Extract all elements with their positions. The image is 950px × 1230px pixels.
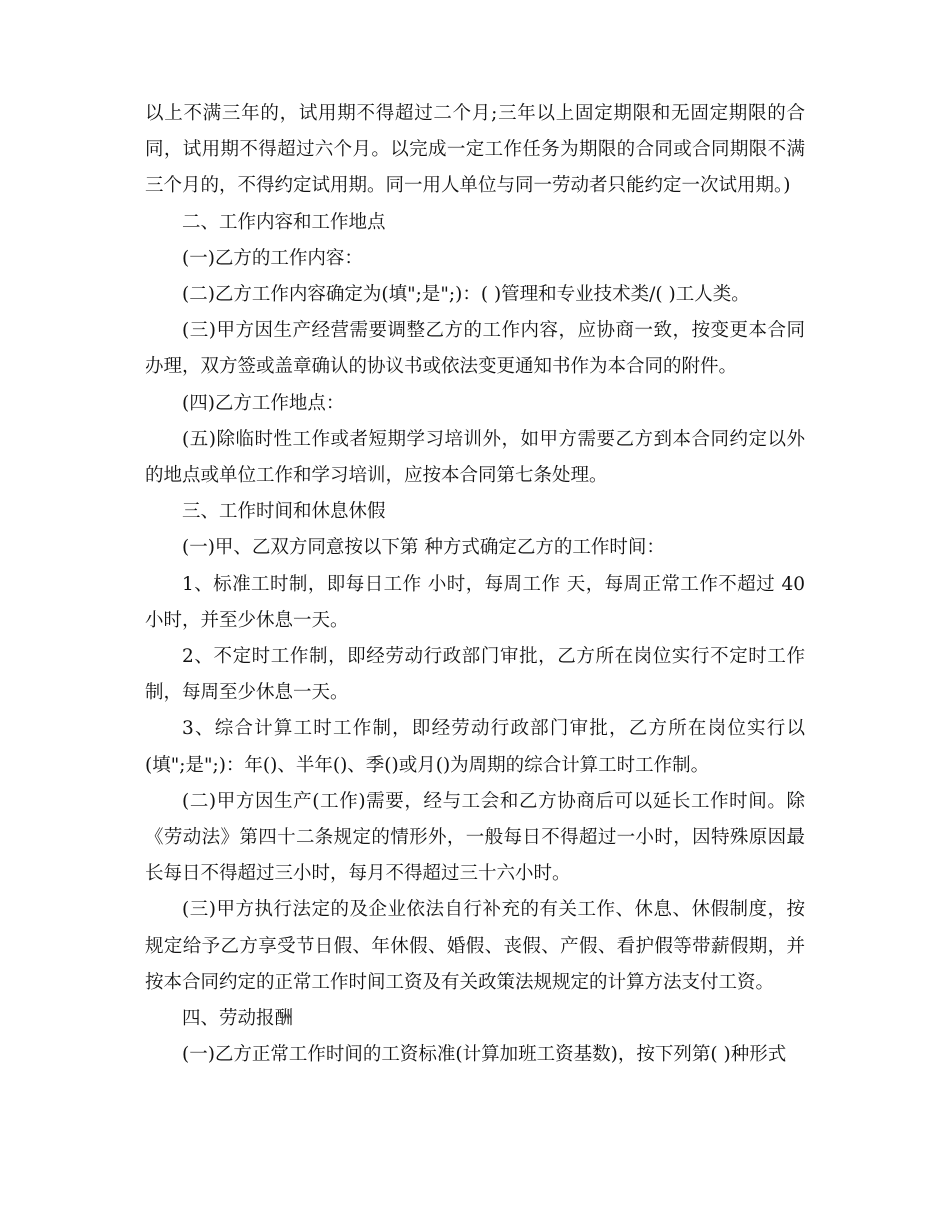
document-paragraph: (三)甲方执行法定的及企业依法自行补充的有关工作、休息、休假制度，按规定给予乙方享受节日假、年休假、婚假、丧假、产假、看护假等带薪假期，并按本合同约定的正常工作时间工资及有关政策法规规定的计算方法支付工资。 <box>145 899 805 993</box>
document-paragraph: 以上不满三年的，试用期不得超过二个月;三年以上固定期限和无固定期限的合同，试用期不得超过六个月。以完成一定工作任务为期限的合同或合同期限不满三个月的，不得约定试用期。同一用人单位与同一劳动者只能约定一次试用期。) <box>145 103 805 197</box>
document-paragraph: 2、不定时工作制，即经劳动行政部门审批，乙方所在岗位实行不定时工作制，每周至少休息一天。 <box>145 646 805 704</box>
document-paragraph: (四)乙方工作地点： <box>182 392 345 414</box>
document-paragraph: 四、劳动报酬 <box>182 1008 294 1030</box>
document-body <box>145 96 805 1073</box>
document-paragraph: 二、工作内容和工作地点 <box>182 211 386 233</box>
document-paragraph: (五)除临时性工作或者短期学习培训外，如甲方需要乙方到本合同约定以外的地点或单位工作和学习培训，应按本合同第七条处理。 <box>145 428 805 487</box>
document-paragraph: (一)乙方正常工作时间的工资标准(计算加班工资基数)，按下列第( )种形式 <box>182 1044 787 1066</box>
document-paragraph: (一)乙方的工作内容： <box>182 247 363 269</box>
document-paragraph: 3、综合计算工时工作制，即经劳动行政部门审批，乙方所在岗位实行以(填";是";)：年()、半年()、季()或月()为周期的综合计算工时工作制。 <box>145 718 805 776</box>
document-paragraph: 1、标准工时制，即每日工作 小时，每周工作 天，每周正常工作不超过 40 小时，并至少休息一天。 <box>145 573 805 631</box>
document-paragraph: (三)甲方因生产经营需要调整乙方的工作内容，应协商一致，按变更本合同办理，双方签或盖章确认的协议书或依法变更通知书作为本合同的附件。 <box>145 320 805 378</box>
document-paragraph: (二)甲方因生产(工作)需要，经与工会和乙方协商后可以延长工作时间。除《劳动法》第四十二条规定的情形外，一般每日不得超过一小时，因特殊原因最长每日不得超过三小时，每月不得超过三十六小时。 <box>145 790 805 885</box>
document-paragraph: (二)乙方工作内容确定为(填";是";)：( )管理和专业技术类/( )工人类。 <box>182 284 750 306</box>
document-paragraph: (一)甲、乙双方同意按以下第 种方式确定乙方的工作时间： <box>182 537 665 559</box>
document-paragraph: 三、工作时间和休息休假 <box>182 501 386 523</box>
